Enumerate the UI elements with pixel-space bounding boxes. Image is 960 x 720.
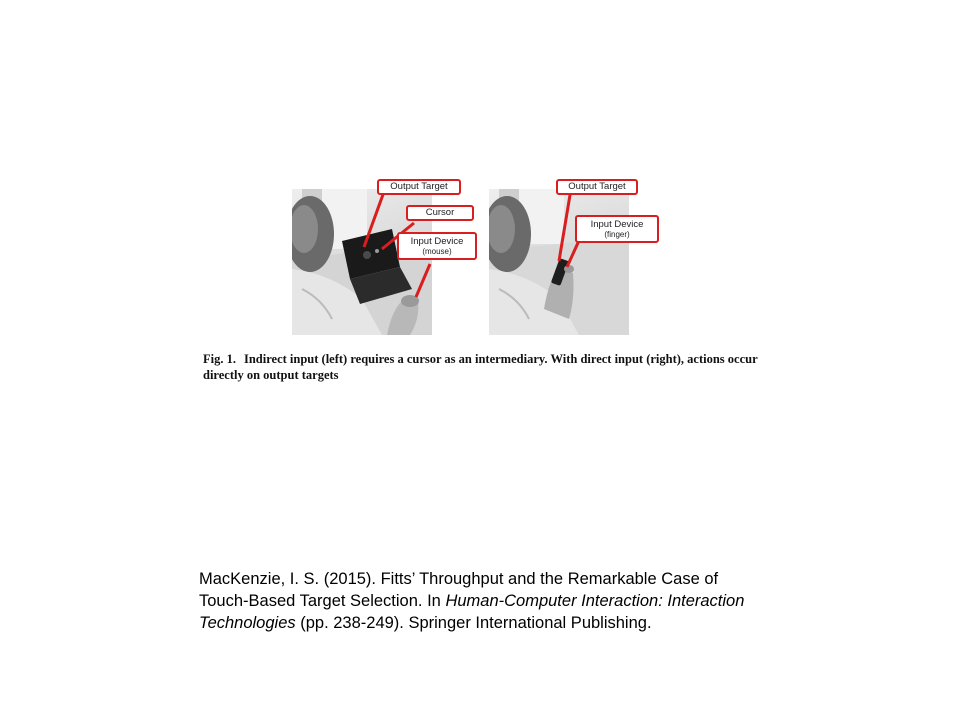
callout-input-device-right <box>575 215 659 243</box>
citation-book-title: Human-Computer Interaction: Interaction Technologies <box>199 592 745 632</box>
figure-caption-text: Indirect input (left) requires a cursor as an intermediary. With direct input (right), actions occur directly on output targets <box>203 352 758 382</box>
callout-input-device-left <box>397 232 477 260</box>
direct-input-illustration <box>489 189 629 335</box>
callout-input-device-right-label: Input Device <box>590 219 644 230</box>
callout-input-device-right-sub: (finger) <box>604 230 630 239</box>
callout-cursor-label: Cursor <box>425 207 455 218</box>
callout-input-device-left-label: Input Device <box>410 236 464 247</box>
citation-part1: MacKenzie, I. S. (2015). Fitts’ Throughput and the Remarkable Case of Touch-Based Target Selection. In <box>199 570 719 610</box>
citation-part2: (pp. 238-249). Springer International Publishing. <box>295 614 652 632</box>
callout-input-device-left-sub: (mouse) <box>422 247 452 256</box>
direct-input-photo <box>489 189 629 335</box>
screen-cursor <box>375 249 379 253</box>
callout-output-target-left-label: Output Target <box>390 181 448 192</box>
callout-output-target-right-label: Output Target <box>568 181 626 192</box>
screen-target <box>363 251 371 259</box>
figure-caption <box>203 351 763 383</box>
citation <box>199 568 769 634</box>
callout-cursor <box>406 205 474 221</box>
figure-label: Fig. 1. <box>203 352 236 366</box>
callout-output-target-right <box>556 179 638 195</box>
callout-output-target-left <box>377 179 461 195</box>
